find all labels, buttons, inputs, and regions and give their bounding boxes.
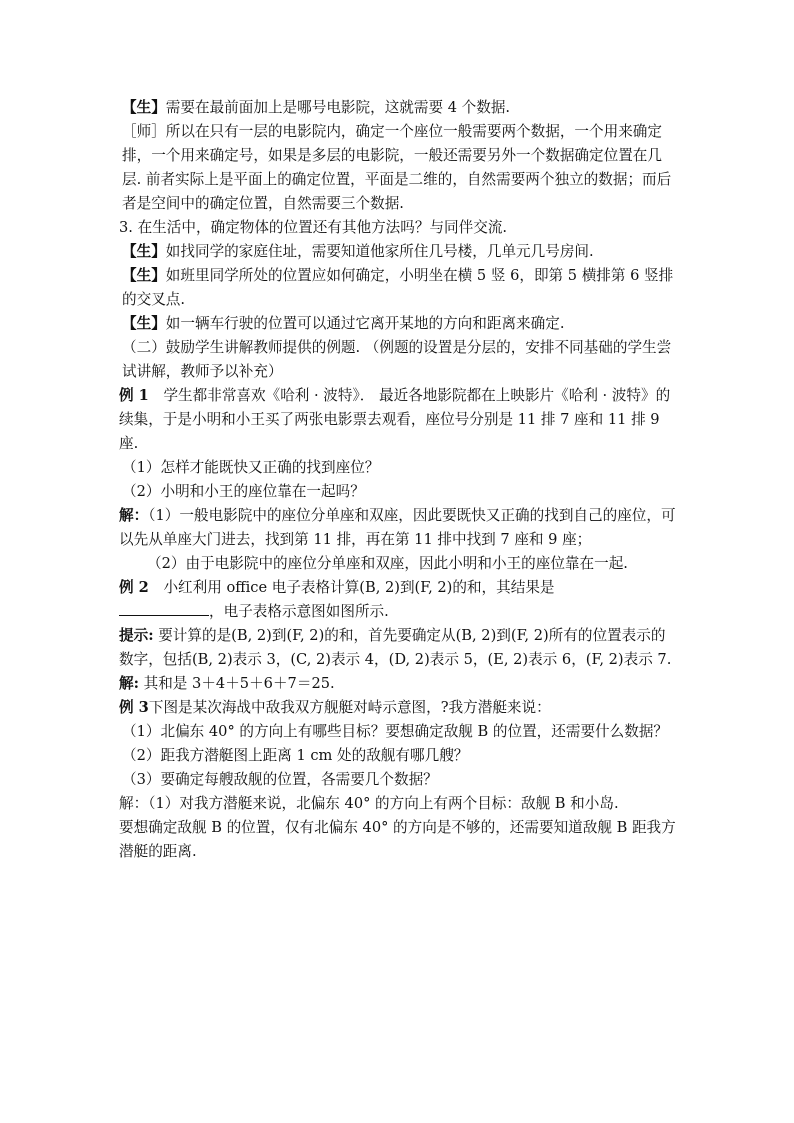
paragraph-section-two: （二）鼓励学生讲解教师提供的例题. （例题的设置是分层的，安排不同基础的学生尝试讲解，教师予以补充） (122, 339, 672, 380)
example-label: 例 3 (119, 699, 149, 716)
solution-label: 解： (119, 507, 149, 524)
paragraph-example-3-q1: （1）北偏东 40° 的方向上有哪些目标？要想确定敌舰 B 的位置，还需要什么数据？ (122, 723, 669, 740)
paragraph-example-1-q1: （1）怎样才能既快又正确的找到座位？ (122, 459, 380, 476)
paragraph-text: 下图是某次海战中敌我双方舰艇对峙示意图，?我方潜艇来说： (148, 699, 551, 716)
paragraph-student-answer-4 (119, 312, 679, 336)
paragraph-text: 如找同学的家庭住址，需要知道他家所住几号楼，几单元几号房间. (165, 243, 594, 260)
paragraph-student-answer-1 (119, 96, 679, 120)
paragraph-example-2 (119, 576, 679, 624)
example-label: 例 2 (119, 579, 149, 596)
paragraph-example-1-q2: （2）小明和小王的座位靠在一起吗？ (122, 483, 365, 500)
paragraph-question-3: 3. 在生活中，确定物体的位置还有其他方法吗？与同伴交流. (119, 219, 508, 236)
paragraph-text: 学生都非常喜欢《哈利 · 波特》． 最近各地影院都在上映影片《哈利 · 波特》的续集，于是小明和小王买了两张电影票去观看，座位号分别是 11 排 7 座和 11 排 9 座. (119, 387, 671, 452)
paragraph-example-3-q3: （3）要确定每艘敌舰的位置，各需要几个数据？ (122, 771, 438, 788)
paragraph-example-3-solution: 解：（1）对我方潜艇来说，北偏东 40° 的方向上有两个目标：敌舰 B 和小岛. (119, 795, 619, 812)
paragraph-example-3-q2: （2）距我方潜艇图上距离 1 cm 处的敌舰有哪几艘？ (122, 747, 469, 764)
speaker-tag: 【生】 (122, 267, 166, 284)
paragraph-text: ，电子表格示意图如图所示. (209, 603, 389, 620)
speaker-tag: 【生】 (122, 315, 166, 332)
paragraph-text: 其和是 3＋4＋5＋6＋7＝25. (138, 675, 335, 692)
paragraph-student-answer-2 (119, 240, 679, 264)
paragraph-text: 需要在最前面加上是哪号电影院，这就需要 4 个数据. (165, 99, 511, 116)
paragraph-teacher-explanation: ［师］所以在只有一层的电影院内，确定一个座位一般需要两个数据，一个用来确定排，一个用来确定号，如果是多层的电影院，一般还需要另外一个数据确定位置在几层. 前者实际上是平面上的确定位置，平面是二维的，自然需要两个独立的数据；而后者是空间中的确定位置，自然需要三个数据. (122, 123, 672, 212)
paragraph-text: 小红利用 office 电子表格计算(B, 2)到(F, 2)的和，其结果是 (148, 579, 555, 596)
paragraph-text: 如班里同学所处的位置应如何确定，小明坐在横 5 竖 6，即第 5 横排第 6 竖排的交叉点. (122, 267, 674, 308)
example-label: 例 1 (119, 387, 149, 404)
paragraph-text: 如一辆车行驶的位置可以通过它离开某地的方向和距离来确定. (165, 315, 565, 332)
speaker-tag: 【生】 (122, 99, 166, 116)
paragraph-example-3-solution-2: 要想确定敌舰 B 的位置，仅有北偏东 40° 的方向是不够的，还需要知道敌舰 B 距我方潜艇的距离. (119, 819, 676, 860)
solution-label: 解: (119, 675, 139, 692)
answer-blank (119, 601, 209, 616)
hint-label: 提示: (119, 627, 154, 644)
paragraph-example-3 (119, 696, 679, 720)
paragraph-text: 要计算的是(B, 2)到(F, 2)的和，首先要确定从(B, 2)到(F, 2)所有的位置表示的数字，包括(B, 2)表示 3，(C, 2)表示 4，(D, 2)表示 5，(E, 2)表示 6，(F, 2)表示 7. (119, 627, 672, 668)
paragraph-example-1-solution (119, 504, 679, 552)
document-body (119, 96, 679, 864)
paragraph-example-2-solution (119, 672, 679, 696)
paragraph-example-1-solution-2: （2）由于电影院中的座位分单座和双座，因此小明和小王的座位靠在一起. (147, 555, 628, 572)
paragraph-example-1 (119, 384, 679, 456)
speaker-tag: 【生】 (122, 243, 166, 260)
paragraph-text: （1）一般电影院中的座位分单座和双座，因此要既快又正确的找到自己的座位，可以先从单座大门进去，找到第 11 排，再在第 11 排中找到 7 座和 9 座； (119, 507, 676, 548)
paragraph-student-answer-3 (119, 264, 679, 312)
paragraph-hint (119, 624, 679, 672)
